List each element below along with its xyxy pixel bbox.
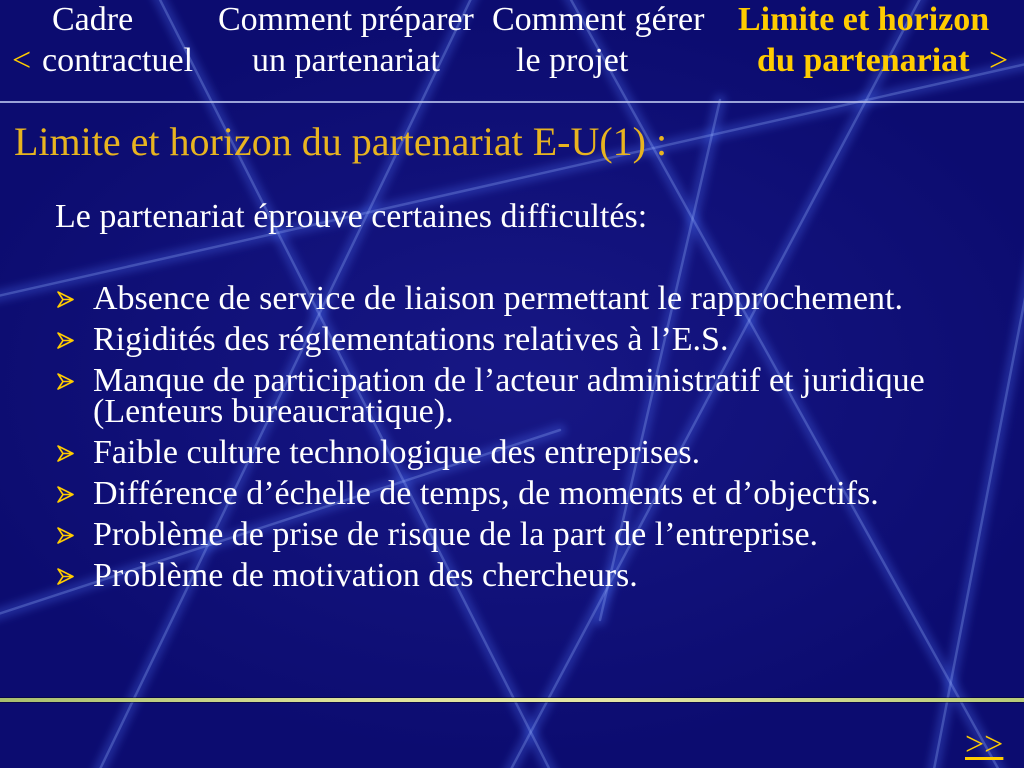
nav-item-limite-horizon[interactable] bbox=[732, 0, 990, 96]
arrowhead-bullet-icon bbox=[57, 527, 74, 544]
list-item bbox=[55, 434, 975, 471]
arrowhead-bullet-icon bbox=[57, 568, 74, 585]
list-item-text: Faible culture technologique des entreprises. bbox=[93, 434, 701, 471]
list-item bbox=[55, 321, 975, 358]
list-item-text: Manque de participation de l’acteur administratif et juridique (Lenteurs bureaucratique). bbox=[93, 362, 925, 430]
nav-item-line-1: Comment gérer bbox=[492, 1, 705, 38]
arrowhead-bullet-icon bbox=[57, 486, 74, 503]
nav-item-line-1: Limite et horizon bbox=[738, 1, 990, 38]
list-item-text: Différence d’échelle de temps, de moments et d’objectifs. bbox=[93, 475, 879, 512]
nav-item-gerer-projet[interactable] bbox=[486, 0, 712, 96]
list-item-text: Problème de prise de risque de la part de l’entreprise. bbox=[93, 516, 819, 553]
nav-item-preparer-partenariat[interactable] bbox=[212, 0, 480, 96]
list-item-text: Absence de service de liaison permettant le rapprochement. bbox=[93, 280, 903, 317]
nav-item-line-2: le projet bbox=[516, 42, 629, 79]
list-item-text: Problème de motivation des chercheurs. bbox=[93, 557, 638, 594]
intro-text: Le partenariat éprouve certaines difficultés: bbox=[55, 198, 648, 235]
list-item bbox=[55, 475, 975, 512]
arrowhead-bullet-icon bbox=[57, 373, 74, 390]
list-item bbox=[55, 280, 975, 317]
list-item-text: Rigidités des réglementations relatives à l’E.S. bbox=[93, 321, 729, 358]
difficulties-list bbox=[55, 280, 975, 601]
list-item bbox=[55, 557, 975, 594]
arrowhead-bullet-icon bbox=[57, 332, 74, 349]
next-section-link[interactable]: > bbox=[989, 42, 1009, 79]
next-slide-link[interactable]: >> bbox=[965, 726, 1004, 763]
list-item bbox=[55, 362, 975, 430]
nav-item-line-2: contractuel bbox=[42, 42, 194, 79]
arrowhead-bullet-icon bbox=[57, 445, 74, 462]
arrowhead-bullet-icon bbox=[57, 291, 74, 308]
list-item bbox=[55, 516, 975, 553]
footer-divider bbox=[0, 698, 1024, 702]
nav-item-line-1: Comment préparer bbox=[218, 1, 474, 38]
nav-item-cadre-contractuel[interactable] bbox=[40, 0, 200, 96]
top-navigation bbox=[0, 0, 1024, 100]
nav-item-line-2: du partenariat bbox=[757, 42, 970, 79]
slide-title: Limite et horizon du partenariat E-U(1) : bbox=[14, 119, 668, 164]
nav-item-line-1: Cadre bbox=[52, 1, 134, 38]
previous-section-link[interactable]: < bbox=[12, 42, 32, 79]
navigation-divider bbox=[0, 101, 1024, 103]
nav-item-line-2: un partenariat bbox=[252, 42, 440, 79]
